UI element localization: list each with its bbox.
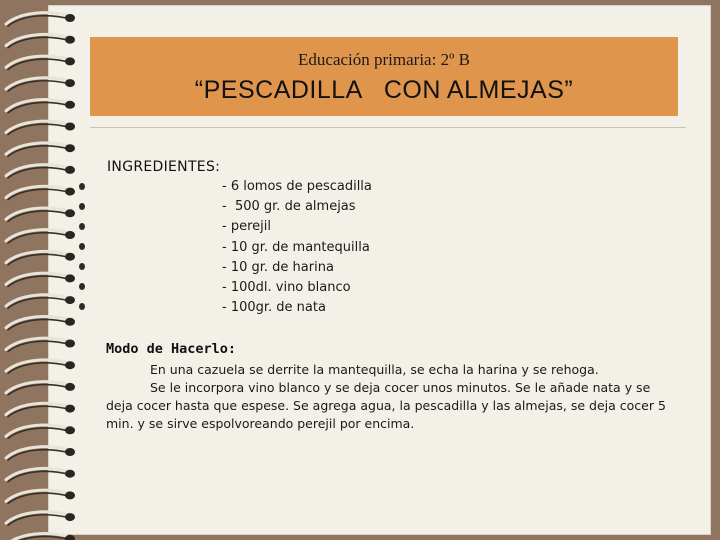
spiral-ring-icon [6,251,75,264]
spiral-ring-icon [6,403,75,416]
spiral-ring-icon [6,78,75,91]
list-item: - 100gr. de nata [222,300,326,316]
spiral-ring-icon [6,447,75,460]
list-item: - perejil [222,219,271,235]
spiral-ring-icon [6,534,75,540]
bullet-icon [79,283,85,290]
list-item: - 6 lomos de pescadilla [222,179,372,194]
page-subtitle: Educación primaria: 2º B [298,50,470,69]
spiral-binding-icon [0,0,90,540]
title-banner [90,37,678,116]
spiral-ring-icon [6,425,75,438]
spiral-ring-icon [6,13,75,26]
bullet-icon [79,303,85,310]
spiral-ring-icon [6,34,75,47]
spiral-ring-icon [6,360,75,373]
spiral-ring-icon [6,208,75,221]
method-paragraph: Se le incorpora vino blanco y se deja cocer unos minutos. Se le añade nata y se deja cocer hasta que espese. Se agrega agua, la pescadilla y las almejas, se deja cocer 5 min. y se sirve espolvoreando perejil por encima. [106,380,666,431]
spiral-ring-icon [6,165,75,178]
bullet-icon [79,223,85,230]
list-item: - 10 gr. de mantequilla [222,239,370,255]
spiral-ring-icon [6,100,75,113]
bullet-icon [79,243,85,250]
spiral-ring-icon [6,143,75,156]
list-item: - 100dl. vino blanco [222,279,351,295]
method-paragraph: En una cazuela se derrite la mantequilla, se echa la harina y se rehoga. [150,362,599,377]
method-heading: Modo de Hacerlo: [106,341,237,357]
spiral-ring-icon [6,490,75,503]
page-title: “PESCADILLA CON ALMEJAS” [194,76,574,104]
ingredients-list [222,177,372,318]
spiral-ring-icon [6,186,75,199]
spiral-ring-icon [6,273,75,286]
list-item: - 10 gr. de harina [222,259,334,275]
spiral-ring-icon [6,121,75,134]
divider [90,127,686,128]
spiral-ring-icon [6,295,75,308]
spiral-ring-icon [6,317,75,330]
ingredients-heading: INGREDIENTES: [107,159,221,175]
spiral-ring-icon [6,512,75,525]
spiral-ring-icon [6,56,75,69]
spiral-ring-icon [6,382,75,395]
spiral-ring-icon [6,338,75,351]
list-item: - 500 gr. de almejas [222,199,356,215]
method-text [106,361,676,433]
bullet-icon [79,203,85,210]
bullet-icon [79,183,85,190]
spiral-ring-icon [6,468,75,481]
spiral-ring-icon [6,230,75,243]
bullet-icon [79,263,85,270]
